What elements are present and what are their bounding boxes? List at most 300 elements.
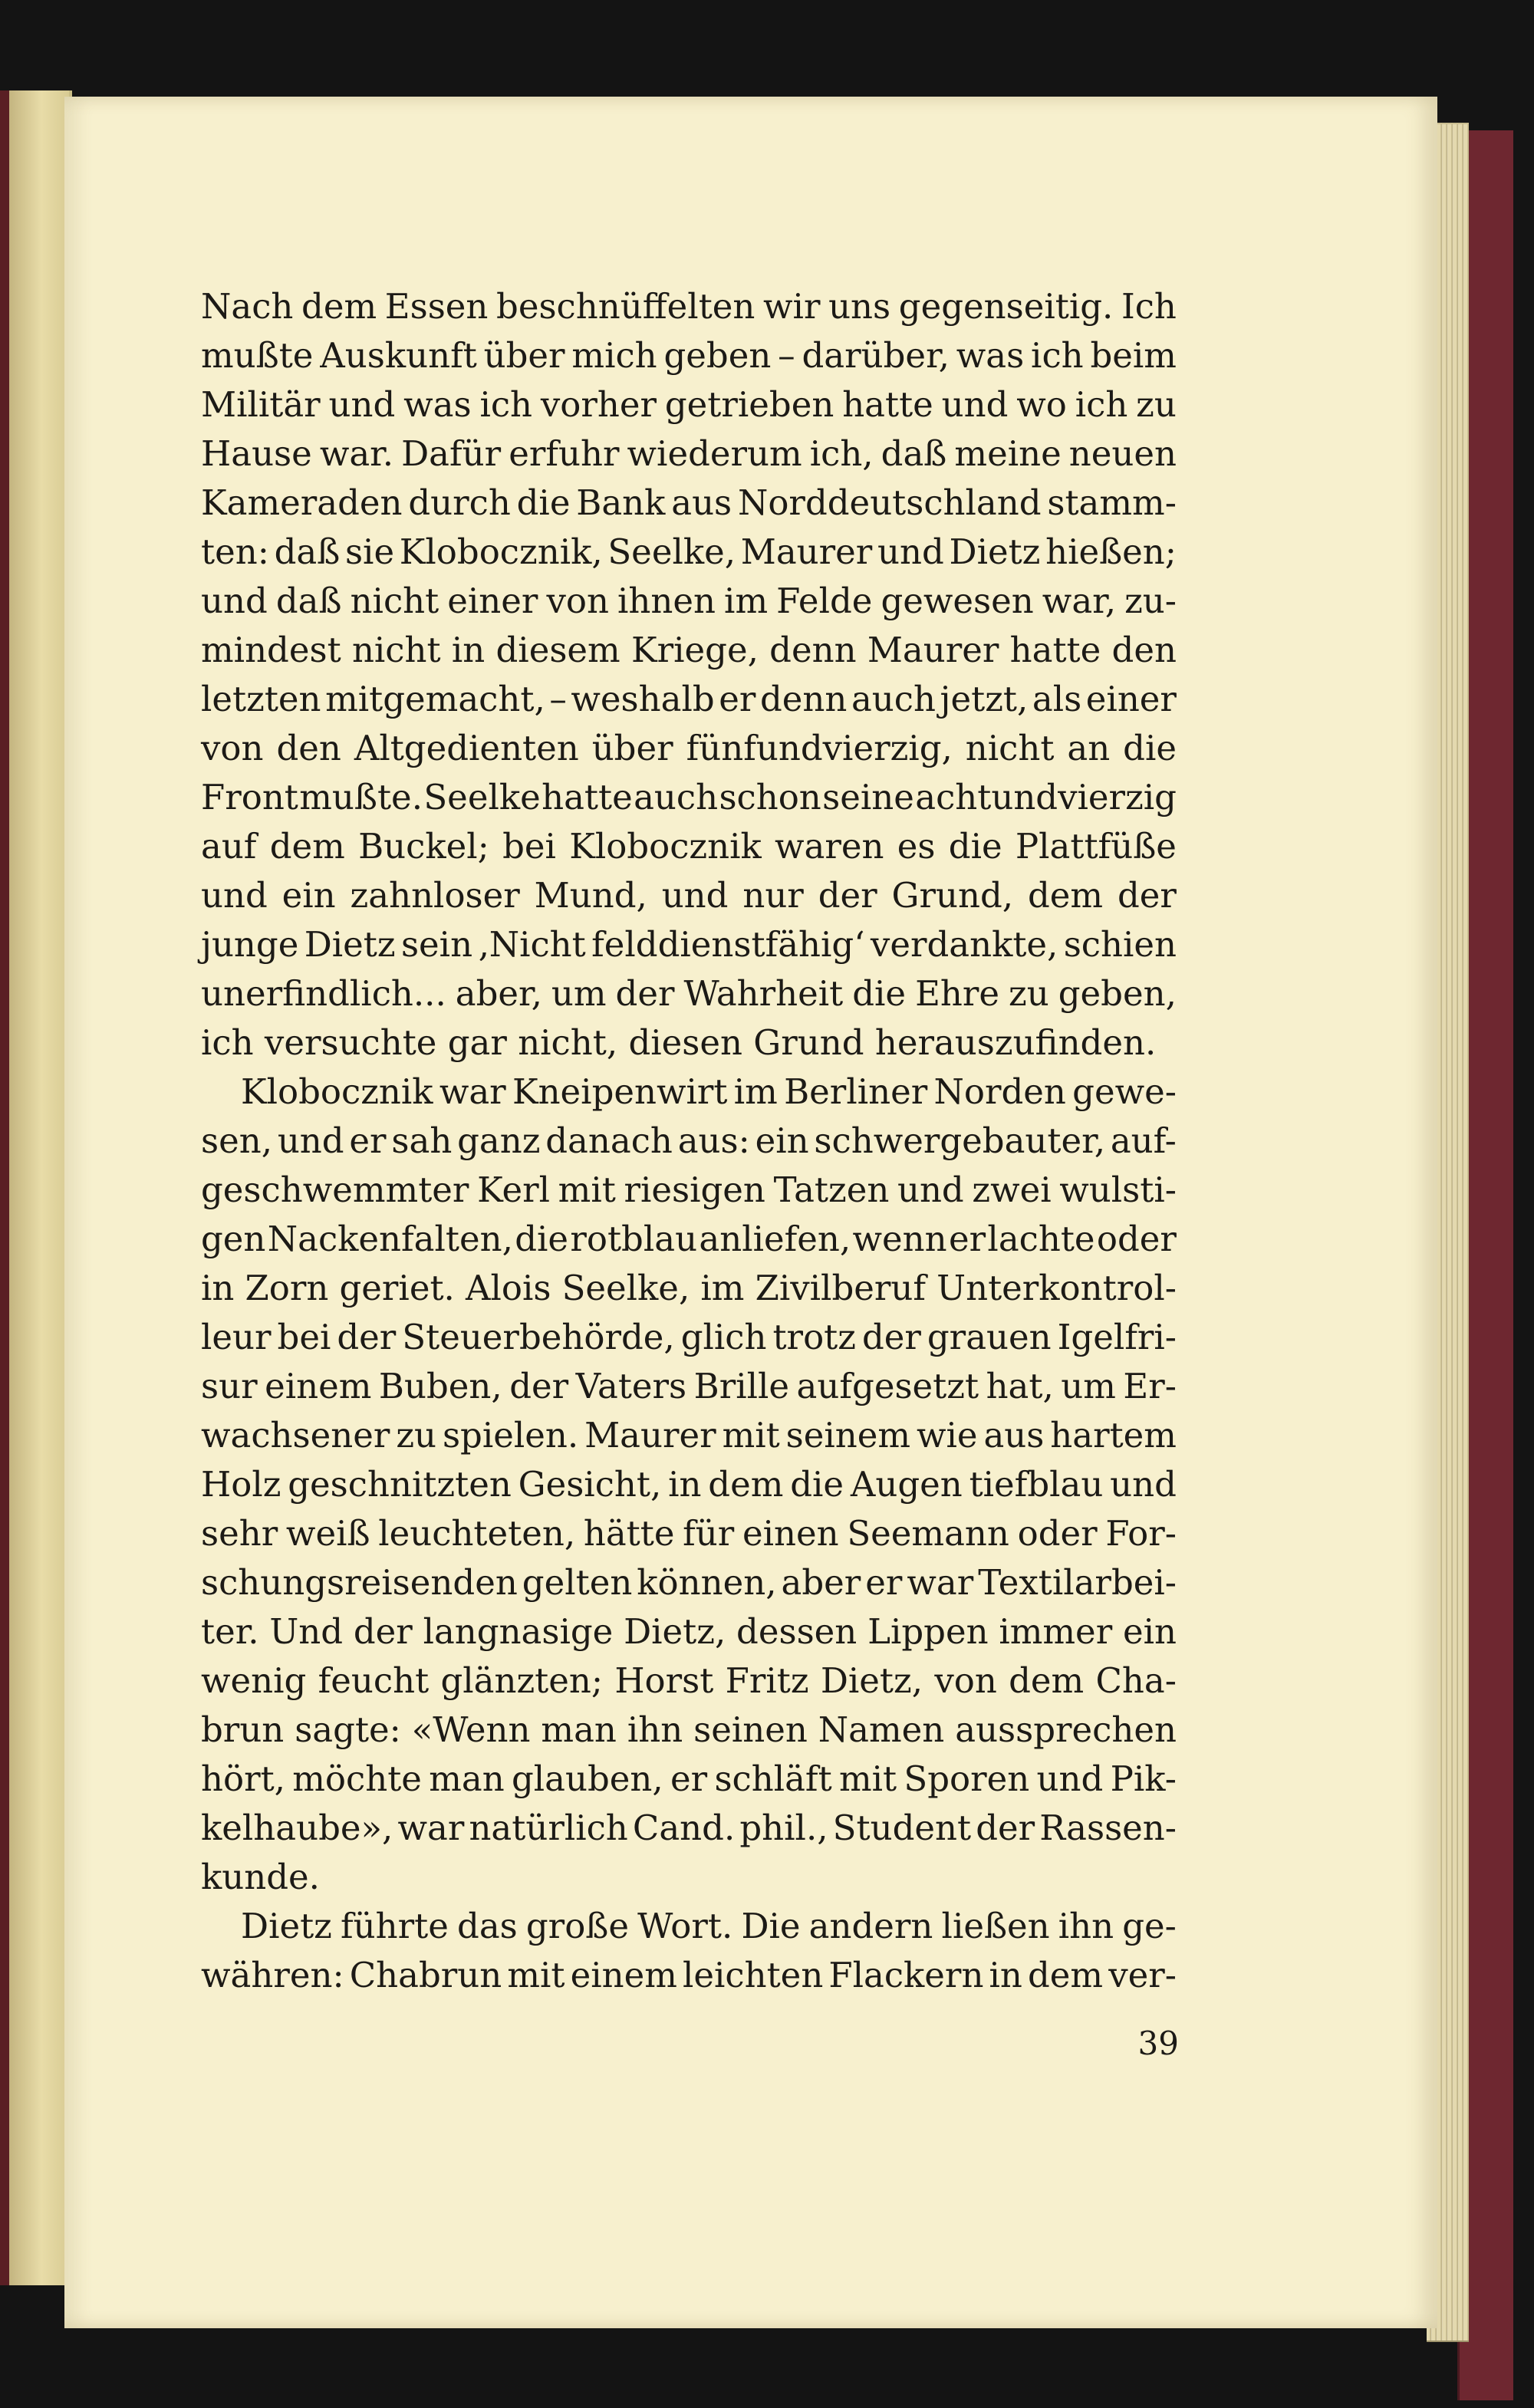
word: einem xyxy=(265,1366,372,1406)
word: dem xyxy=(1028,1955,1104,1995)
text-line xyxy=(201,479,1177,528)
word: von xyxy=(546,581,609,621)
word: Maurer xyxy=(867,630,999,670)
word: mit xyxy=(838,1758,897,1799)
word: glich xyxy=(680,1317,767,1357)
word: von xyxy=(201,728,264,768)
text-line xyxy=(201,1509,1177,1558)
word: ten: xyxy=(201,531,269,572)
text-line xyxy=(201,1362,1177,1411)
word: Seemann xyxy=(847,1513,1009,1554)
word: Dietz xyxy=(241,1906,332,1946)
word: gegenseitig. xyxy=(898,286,1114,327)
word: leur xyxy=(201,1317,272,1357)
word: über xyxy=(483,335,565,376)
word: ich xyxy=(1031,335,1084,376)
word: er xyxy=(670,1758,708,1799)
word: Lippen xyxy=(867,1611,989,1652)
word: gen xyxy=(201,1219,266,1259)
word: Dietz xyxy=(304,924,396,965)
word: geben, xyxy=(1058,973,1177,1014)
word: zu xyxy=(1136,384,1177,425)
word: aus xyxy=(983,1415,1045,1456)
word: große xyxy=(525,1906,629,1946)
word: im xyxy=(733,1071,778,1112)
word: erfuhr xyxy=(509,433,620,474)
word: Grund, xyxy=(891,875,1014,916)
word: herauszufinden. xyxy=(874,1022,1157,1063)
word: und xyxy=(201,581,268,621)
word: Cha- xyxy=(1095,1660,1177,1701)
word: seine xyxy=(822,777,914,817)
word: mit xyxy=(507,1955,565,1995)
word: und xyxy=(877,531,944,572)
word: Dietz, xyxy=(820,1660,923,1701)
word: glänzten; xyxy=(440,1660,604,1701)
word: die xyxy=(852,973,907,1014)
word: Klobocznik xyxy=(569,826,762,867)
word: zwei xyxy=(972,1169,1052,1210)
word: kelhaube», xyxy=(201,1808,393,1848)
word: Chabrun xyxy=(349,1955,502,1995)
word: aus xyxy=(671,482,732,523)
word: war, xyxy=(1042,581,1117,621)
word: nicht xyxy=(351,630,441,670)
word: ließen xyxy=(941,1906,1050,1946)
word: sen, xyxy=(201,1120,273,1161)
word: daß xyxy=(881,433,947,474)
word: hartem xyxy=(1050,1415,1177,1456)
word: ter. xyxy=(201,1611,259,1652)
text-line xyxy=(201,871,1177,920)
text-line xyxy=(201,577,1177,626)
text-line xyxy=(201,1853,1177,1902)
word: auf- xyxy=(1110,1120,1177,1161)
word: ihnen xyxy=(617,581,716,621)
word: mindest xyxy=(201,630,341,670)
word: Wahrheit xyxy=(683,973,844,1014)
text-line xyxy=(201,1755,1177,1804)
word: der xyxy=(976,1808,1035,1848)
word: dem xyxy=(269,826,345,867)
word: Namen xyxy=(818,1709,945,1750)
word: vorher xyxy=(540,384,657,425)
word: darüber, xyxy=(802,335,950,376)
word: aber, xyxy=(455,973,542,1014)
word: bei xyxy=(277,1317,331,1357)
word: meine xyxy=(954,433,1062,474)
word: immer xyxy=(999,1611,1113,1652)
word: schungsreisenden xyxy=(201,1562,518,1603)
word: ihn xyxy=(627,1709,683,1750)
word: tiefblau xyxy=(969,1464,1104,1505)
word: mußte. xyxy=(299,777,423,817)
word: Rassen- xyxy=(1039,1808,1177,1848)
word: andern xyxy=(808,1906,933,1946)
text-line xyxy=(201,920,1177,969)
word: ganz xyxy=(457,1120,541,1161)
word: diesem xyxy=(495,630,621,670)
word: einer xyxy=(447,581,538,621)
word: uns xyxy=(828,286,891,327)
word: Igelfri- xyxy=(1057,1317,1177,1357)
word: Dietz, xyxy=(624,1611,726,1652)
word: den xyxy=(1111,630,1177,670)
word: geriet. xyxy=(339,1268,455,1308)
word: kunde. xyxy=(201,1857,320,1897)
word: mich xyxy=(571,335,657,376)
word: Tatzen xyxy=(773,1169,890,1210)
word: in xyxy=(989,1955,1022,1995)
word: Berliner xyxy=(784,1071,928,1112)
word: an xyxy=(1067,728,1111,768)
word: wenig xyxy=(201,1660,307,1701)
text-line xyxy=(201,1018,1177,1067)
word: gewesen xyxy=(881,581,1034,621)
word: sie xyxy=(344,531,395,572)
word: die xyxy=(790,1464,844,1505)
word: «Wenn xyxy=(411,1709,531,1750)
left-page-edge xyxy=(0,90,72,2285)
word: Maurer xyxy=(584,1415,716,1456)
word: Pik- xyxy=(1110,1758,1177,1799)
word: jetzt, xyxy=(940,679,1029,719)
word: weiß xyxy=(285,1513,370,1554)
word: Altgedienten xyxy=(354,728,579,768)
word: seinen xyxy=(693,1709,808,1750)
word: Student xyxy=(832,1808,972,1848)
word: For- xyxy=(1105,1513,1177,1554)
word: und xyxy=(941,384,1009,425)
word: hatte xyxy=(1009,630,1101,670)
word: lachte xyxy=(987,1219,1095,1259)
word: geschwemmter xyxy=(201,1169,469,1210)
word: langnasige xyxy=(423,1611,614,1652)
word: war xyxy=(439,1071,506,1112)
word: Brille xyxy=(693,1366,790,1406)
word: im xyxy=(724,581,769,621)
word: Augen xyxy=(850,1464,963,1505)
text-line xyxy=(201,724,1177,773)
word: einer xyxy=(1085,679,1177,719)
word: und xyxy=(1036,1758,1104,1799)
word: Norddeutschland xyxy=(737,482,1042,523)
word: waren xyxy=(775,826,884,867)
word: Klobocznik xyxy=(241,1071,433,1112)
word: oder xyxy=(1096,1219,1177,1259)
word: Kneipenwirt xyxy=(512,1071,728,1112)
word: Unterkontrol- xyxy=(937,1268,1177,1308)
word: hätte xyxy=(583,1513,675,1554)
word: Vaters xyxy=(575,1366,687,1406)
word: Fritz xyxy=(725,1660,809,1701)
word: sehr xyxy=(201,1513,278,1554)
word: und xyxy=(328,384,396,425)
word: einen xyxy=(742,1513,839,1554)
word: mit xyxy=(722,1415,780,1456)
word: im xyxy=(700,1268,745,1308)
word: geben xyxy=(663,335,772,376)
word: bei xyxy=(502,826,556,867)
word: ich xyxy=(201,1022,265,1063)
word: Nach xyxy=(201,286,294,327)
word: auch xyxy=(634,777,719,817)
word: über xyxy=(591,728,673,768)
word: daß xyxy=(274,531,341,572)
word: in xyxy=(451,630,486,670)
body-text xyxy=(201,282,1177,2000)
word: Hause xyxy=(201,433,312,474)
word: schon xyxy=(719,777,821,817)
page-number: 39 xyxy=(1137,2025,1179,2062)
word: junge xyxy=(201,924,299,965)
word: letzten xyxy=(201,679,321,719)
word: trotz xyxy=(772,1317,856,1357)
word: beim xyxy=(1090,335,1177,376)
text-line xyxy=(201,1706,1177,1755)
word: verdankte, xyxy=(870,924,1058,965)
word: zu xyxy=(396,1415,437,1456)
word: hört, xyxy=(201,1758,285,1799)
word: den xyxy=(276,728,341,768)
text-line xyxy=(201,380,1177,429)
word: er xyxy=(349,1120,387,1161)
text-line xyxy=(201,675,1177,724)
word: Kameraden xyxy=(201,482,403,523)
word: Auskunft xyxy=(320,335,477,376)
text-line xyxy=(201,1656,1177,1706)
word: riesigen xyxy=(624,1169,765,1210)
text-line xyxy=(201,1951,1177,2000)
word: brun xyxy=(201,1709,285,1750)
text-line xyxy=(201,1460,1177,1509)
word: gelten xyxy=(522,1562,633,1603)
word: zu- xyxy=(1124,581,1177,621)
word: ich, xyxy=(809,433,874,474)
text-line xyxy=(201,1264,1177,1313)
word: was xyxy=(403,384,472,425)
word: danach xyxy=(545,1120,673,1161)
word: der xyxy=(337,1317,397,1357)
word: Seelke xyxy=(423,777,541,817)
word: hatte xyxy=(842,384,933,425)
text-line xyxy=(201,773,1177,822)
word: um xyxy=(551,973,607,1014)
word: getrieben xyxy=(664,384,834,425)
word: auch xyxy=(851,679,936,719)
word: sagte: xyxy=(295,1709,401,1750)
word: in xyxy=(668,1464,702,1505)
word: zu xyxy=(1009,973,1049,1014)
word: Klobocznik, xyxy=(399,531,603,572)
word: Und xyxy=(269,1611,344,1652)
word: Felde xyxy=(776,581,873,621)
word: Kriege, xyxy=(631,630,759,670)
word: Horst xyxy=(614,1660,714,1701)
word: die xyxy=(1123,728,1177,768)
word: ‚Nicht xyxy=(478,924,586,965)
text-line xyxy=(201,822,1177,871)
word: ein xyxy=(755,1120,809,1161)
word: denn xyxy=(759,679,848,719)
word: Essen xyxy=(384,286,489,327)
word: Bank xyxy=(576,482,666,523)
word: der xyxy=(818,875,877,916)
word: dem xyxy=(301,286,377,327)
word: Wort. xyxy=(637,1906,733,1946)
word: und xyxy=(277,1120,344,1161)
word: als xyxy=(1032,679,1082,719)
word: möchte xyxy=(292,1758,422,1799)
text-line xyxy=(201,1607,1177,1656)
word: Dafür xyxy=(401,433,502,474)
word: er xyxy=(948,1219,986,1259)
word: Maurer xyxy=(740,531,873,572)
word: Dietz xyxy=(949,531,1041,572)
word: sur xyxy=(201,1366,258,1406)
text-line xyxy=(201,429,1177,479)
word: führte xyxy=(341,1906,449,1946)
word: Plattfüße xyxy=(1015,826,1177,867)
word: Sporen xyxy=(904,1758,1030,1799)
word: fünfundvierzig, xyxy=(686,728,953,768)
word: wachsener xyxy=(201,1415,390,1456)
word: diesen xyxy=(628,1022,754,1063)
word: Ehre xyxy=(915,973,1000,1014)
word: der xyxy=(1117,875,1177,916)
word: die xyxy=(948,826,1002,867)
word: leuchteten, xyxy=(378,1513,576,1554)
word: dem xyxy=(1027,875,1104,916)
word: zahnloser xyxy=(350,875,520,916)
word: feucht xyxy=(318,1660,430,1701)
word: für xyxy=(683,1513,735,1554)
word: – xyxy=(778,335,795,376)
word: aber xyxy=(781,1562,861,1603)
word: rotblau xyxy=(570,1219,698,1259)
word: Cand. xyxy=(632,1808,736,1848)
word: beschnüffelten xyxy=(496,286,755,327)
word: ihn xyxy=(1058,1906,1114,1946)
word: hießen; xyxy=(1045,531,1177,572)
word: Buben, xyxy=(378,1366,502,1406)
word: Seelke, xyxy=(561,1268,690,1308)
word: mit xyxy=(558,1169,616,1210)
text-line xyxy=(201,969,1177,1018)
word: leichten xyxy=(683,1955,824,1995)
word: wo xyxy=(1016,384,1067,425)
word: wiederum xyxy=(627,433,802,474)
word: Zorn xyxy=(245,1268,329,1308)
word: die xyxy=(516,482,571,523)
word: ich xyxy=(479,384,533,425)
word: man xyxy=(429,1758,505,1799)
word: von xyxy=(934,1660,997,1701)
word: Nackenfalten, xyxy=(267,1219,513,1259)
word: man xyxy=(541,1709,617,1750)
word: hatte xyxy=(542,777,633,817)
word: Front xyxy=(201,777,298,817)
word: aus: xyxy=(677,1120,750,1161)
word: er xyxy=(719,679,756,719)
word: anliefen, xyxy=(699,1219,851,1259)
word: Holz xyxy=(201,1464,281,1505)
word: dem xyxy=(708,1464,784,1505)
word: wie xyxy=(916,1415,978,1456)
word: dessen xyxy=(736,1611,858,1652)
word: spielen. xyxy=(442,1415,579,1456)
text-line xyxy=(201,331,1177,380)
word: schläft xyxy=(714,1758,832,1799)
word: und xyxy=(661,875,729,916)
word: er xyxy=(865,1562,903,1603)
word: der xyxy=(861,1317,921,1357)
word: war. xyxy=(319,433,394,474)
word: grauen xyxy=(927,1317,1052,1357)
word: ein xyxy=(281,875,336,916)
book-cover-left xyxy=(0,90,9,2285)
word: geschnitzten xyxy=(288,1464,512,1505)
word: ein xyxy=(1122,1611,1177,1652)
word: ver- xyxy=(1108,1955,1177,1995)
word: mitgemacht, xyxy=(325,679,545,719)
word: Buckel; xyxy=(358,826,489,867)
word: weshalb xyxy=(571,679,715,719)
word: schwergebauter, xyxy=(814,1120,1105,1161)
word: nicht xyxy=(965,728,1055,768)
word: nicht, xyxy=(518,1022,629,1063)
word: ge- xyxy=(1122,1906,1177,1946)
text-line xyxy=(201,1166,1177,1215)
word: Gesicht, xyxy=(518,1464,662,1505)
word: Kerl xyxy=(477,1169,551,1210)
word: sah xyxy=(391,1120,453,1161)
text-line xyxy=(201,1117,1177,1166)
word: felddienstfähig‘ xyxy=(591,924,865,965)
word: was xyxy=(956,335,1025,376)
word: währen: xyxy=(201,1955,344,1995)
paragraph-first-line xyxy=(201,1902,1177,1951)
word: achtundvierzig xyxy=(915,777,1177,817)
word: daß xyxy=(275,581,342,621)
word: Er- xyxy=(1123,1366,1177,1406)
word: Norden xyxy=(933,1071,1066,1112)
word: aussprechen xyxy=(955,1709,1177,1750)
word: Flackern xyxy=(828,1955,984,1995)
word: die xyxy=(515,1219,569,1259)
word: gar xyxy=(447,1022,518,1063)
word: nur xyxy=(742,875,804,916)
word: das xyxy=(457,1906,518,1946)
word: auf xyxy=(201,826,257,867)
word: und xyxy=(201,875,268,916)
word: mußte xyxy=(201,335,314,376)
word: seinem xyxy=(785,1415,911,1456)
word: Alois xyxy=(465,1268,551,1308)
word: hat, xyxy=(986,1366,1054,1406)
word: oder xyxy=(1017,1513,1098,1554)
word: natürlich xyxy=(469,1808,628,1848)
text-line xyxy=(201,1215,1177,1264)
word: wir xyxy=(763,286,821,327)
word: dem xyxy=(1009,1660,1085,1701)
word: unerfindlich... xyxy=(201,973,446,1014)
word: neuen xyxy=(1068,433,1177,474)
word: wenn xyxy=(852,1219,947,1259)
word: aufgesetzt xyxy=(796,1366,979,1406)
text-line xyxy=(201,626,1177,675)
word: Grund xyxy=(753,1022,875,1063)
